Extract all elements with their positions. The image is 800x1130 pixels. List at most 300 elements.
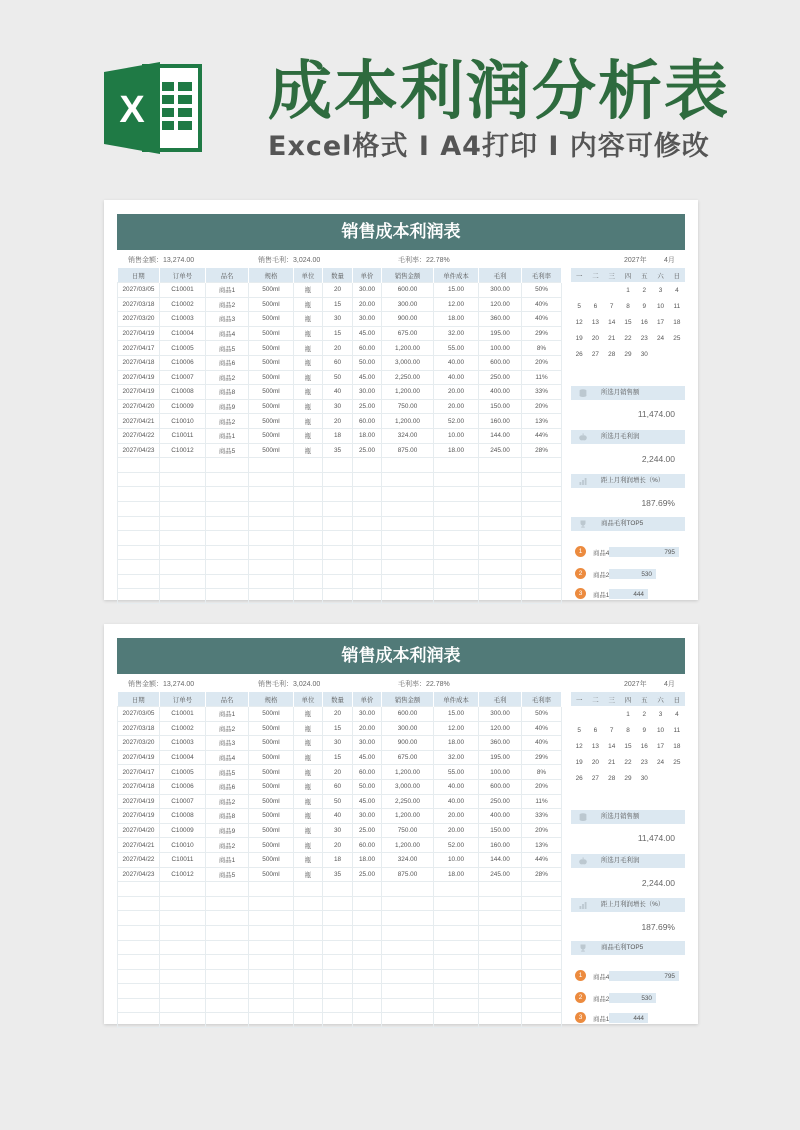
- table-cell: 500ml: [249, 385, 294, 400]
- calendar-day[interactable]: 2: [642, 710, 647, 718]
- table-cell: C10011: [160, 852, 206, 867]
- table-cell: 40: [323, 385, 353, 400]
- calendar-day[interactable]: 30: [640, 774, 648, 782]
- calendar-day[interactable]: 19: [575, 758, 583, 766]
- database-icon: [579, 389, 587, 397]
- column-header: 规格: [249, 692, 294, 707]
- calendar-day[interactable]: 10: [656, 726, 665, 734]
- table-cell: 20.00: [434, 399, 479, 414]
- calendar-day: [604, 282, 620, 298]
- calendar-day[interactable]: 17: [656, 318, 665, 326]
- summary-profit: 销售毛利：3,024.00: [258, 681, 321, 688]
- table-cell: [160, 516, 206, 531]
- column-header: 订单号: [160, 268, 206, 283]
- month-profit-value: 2,244.00: [641, 878, 675, 888]
- table-cell: 50: [323, 794, 353, 809]
- calendar-day[interactable]: 18: [673, 318, 681, 326]
- table-cell: 20: [323, 283, 353, 298]
- table-cell: [353, 487, 382, 502]
- table-cell: [522, 589, 562, 604]
- table-cell: [323, 1013, 353, 1028]
- table-cell: [118, 998, 160, 1013]
- table-cell: C10006: [160, 355, 206, 370]
- table-cell: 15.00: [434, 707, 479, 722]
- calendar-day[interactable]: 26: [575, 350, 583, 358]
- top5-item-value: 444: [633, 591, 644, 598]
- table-cell: [353, 531, 382, 546]
- calendar: [571, 692, 685, 786]
- table-cell: 12.00: [434, 297, 479, 312]
- calendar-day[interactable]: 12: [575, 742, 583, 750]
- calendar-month: 4月: [664, 681, 675, 688]
- table-cell: C10002: [160, 721, 206, 736]
- table-cell: 2027/03/05: [118, 283, 160, 298]
- calendar-day[interactable]: 16: [640, 318, 648, 326]
- table-cell: [206, 969, 249, 984]
- table-cell: 300.00: [479, 283, 522, 298]
- top5-item-name: 商品4: [593, 550, 610, 557]
- table-cell: [294, 531, 323, 546]
- calendar-day[interactable]: 10: [656, 302, 665, 310]
- table-cell: [382, 516, 434, 531]
- table-cell: [118, 882, 160, 897]
- table-cell: [382, 472, 434, 487]
- table-cell: C10008: [160, 385, 206, 400]
- top5-item-name: 商品2: [593, 572, 610, 579]
- calendar-week: [571, 346, 685, 362]
- table-cell: [160, 955, 206, 970]
- table-cell: 600.00: [479, 355, 522, 370]
- table-cell: [160, 531, 206, 546]
- table-cell: 300.00: [479, 707, 522, 722]
- table-cell: 500ml: [249, 283, 294, 298]
- calendar-day[interactable]: 27: [591, 350, 599, 358]
- calendar-day[interactable]: 17: [656, 742, 665, 750]
- table-cell: 245.00: [479, 867, 522, 882]
- chart-icon: [579, 477, 587, 485]
- table-cell: 18.00: [434, 736, 479, 751]
- calendar-day[interactable]: 7: [609, 726, 614, 734]
- table-row: [118, 341, 562, 356]
- calendar-day[interactable]: 14: [608, 742, 616, 750]
- table-cell: 18.00: [434, 312, 479, 327]
- table-cell: 2027/04/21: [118, 838, 160, 853]
- table-cell: [522, 969, 562, 984]
- table-cell: [353, 516, 382, 531]
- table-cell: 2027/04/19: [118, 809, 160, 824]
- table-cell: [522, 998, 562, 1013]
- calendar-week: [571, 770, 685, 786]
- calendar-day[interactable]: 8: [626, 302, 630, 310]
- calendar-day[interactable]: 5: [577, 726, 581, 734]
- table-cell: C10011: [160, 428, 206, 443]
- calendar-week: [571, 738, 685, 754]
- table-cell: [434, 1013, 479, 1028]
- month-profit-label: 所选月毛利润: [571, 430, 685, 444]
- table-cell: [353, 896, 382, 911]
- table-cell: [522, 925, 562, 940]
- calendar-day[interactable]: 13: [591, 318, 599, 326]
- table-cell: 瓶: [294, 385, 323, 400]
- calendar-day[interactable]: 15: [624, 318, 632, 326]
- top5-bar: [609, 589, 648, 599]
- table-cell: [353, 589, 382, 604]
- table-cell: 8%: [522, 765, 562, 780]
- table-cell: [249, 911, 294, 926]
- table-row: [118, 531, 562, 546]
- rank-badge: 2: [575, 992, 586, 1003]
- table-cell: [522, 472, 562, 487]
- table-cell: 900.00: [382, 312, 434, 327]
- table-cell: 瓶: [294, 779, 323, 794]
- calendar-day[interactable]: 4: [675, 286, 679, 294]
- table-cell: 33%: [522, 809, 562, 824]
- table-cell: 商品9: [206, 399, 249, 414]
- table-cell: 50.00: [353, 355, 382, 370]
- calendar-day[interactable]: 6: [593, 726, 598, 734]
- top5-item-name: 商品1: [593, 592, 610, 599]
- table-cell: 500ml: [249, 750, 294, 765]
- table-cell: 15: [323, 750, 353, 765]
- table-cell: [249, 896, 294, 911]
- chart-icon: [579, 901, 587, 909]
- table-cell: 250.00: [479, 370, 522, 385]
- table-cell: 500ml: [249, 736, 294, 751]
- table-cell: 400.00: [479, 385, 522, 400]
- table-cell: 10.00: [434, 428, 479, 443]
- table-cell: 瓶: [294, 341, 323, 356]
- table-cell: 360.00: [479, 736, 522, 751]
- table-cell: 35: [323, 443, 353, 458]
- table-cell: [249, 925, 294, 940]
- top5-item: [571, 567, 685, 581]
- column-header: 单价: [353, 692, 382, 707]
- table-cell: 30.00: [353, 707, 382, 722]
- column-header: 规格: [249, 268, 294, 283]
- table-cell: 40: [323, 809, 353, 824]
- table-cell: [479, 531, 522, 546]
- table-cell: 52.00: [434, 838, 479, 853]
- table-cell: [434, 896, 479, 911]
- table-cell: [382, 911, 434, 926]
- table-row: [118, 399, 562, 414]
- apple-icon: [579, 433, 587, 441]
- table-cell: [206, 955, 249, 970]
- table-cell: 60.00: [353, 414, 382, 429]
- table-cell: [382, 998, 434, 1013]
- table-cell: 29%: [522, 326, 562, 341]
- table-cell: [323, 984, 353, 999]
- calendar-day[interactable]: 22: [624, 758, 632, 766]
- table-cell: [522, 940, 562, 955]
- table-cell: 11%: [522, 794, 562, 809]
- calendar-day[interactable]: 25: [673, 334, 681, 342]
- calendar-day[interactable]: 28: [608, 774, 616, 782]
- table-cell: 245.00: [479, 443, 522, 458]
- month-sales-label: 所选月销售额: [571, 386, 685, 400]
- calendar-day: [587, 282, 603, 298]
- table-cell: [206, 896, 249, 911]
- table-cell: 瓶: [294, 707, 323, 722]
- table-cell: 500ml: [249, 399, 294, 414]
- column-header: 销售金额: [382, 268, 434, 283]
- table-cell: 600.00: [479, 779, 522, 794]
- table-row: [118, 370, 562, 385]
- table-cell: 瓶: [294, 852, 323, 867]
- month-sales-label: 所选月销售额: [571, 810, 685, 824]
- table-cell: 商品2: [206, 297, 249, 312]
- calendar-day[interactable]: 16: [640, 742, 648, 750]
- calendar-day[interactable]: 19: [575, 334, 583, 342]
- table-cell: [118, 458, 160, 473]
- table-cell: [206, 589, 249, 604]
- calendar-day[interactable]: 23: [640, 334, 648, 342]
- table-cell: [353, 472, 382, 487]
- table-cell: 675.00: [382, 326, 434, 341]
- calendar-day[interactable]: 25: [673, 758, 681, 766]
- table-cell: [294, 472, 323, 487]
- table-cell: [206, 911, 249, 926]
- table-cell: 144.00: [479, 852, 522, 867]
- table-cell: 2027/04/22: [118, 852, 160, 867]
- logo-letter: X: [119, 89, 145, 131]
- calendar-day[interactable]: 4: [675, 710, 679, 718]
- table-cell: 500ml: [249, 823, 294, 838]
- table-row: [118, 838, 562, 853]
- calendar-day[interactable]: 20: [591, 758, 599, 766]
- table-cell: [479, 1013, 522, 1028]
- table-cell: [118, 560, 160, 575]
- table-cell: [353, 501, 382, 516]
- calendar-day[interactable]: 1: [626, 286, 630, 294]
- table-cell: 18.00: [434, 867, 479, 882]
- table-cell: 瓶: [294, 428, 323, 443]
- calendar-weekday: 四: [620, 692, 636, 706]
- table-cell: C10003: [160, 312, 206, 327]
- growth-label: 距上月利润增长（%）: [571, 474, 685, 488]
- calendar-day[interactable]: 2: [642, 286, 647, 294]
- table-row: [118, 385, 562, 400]
- calendar-week: [571, 706, 685, 722]
- table-cell: [206, 560, 249, 575]
- calendar-day: [652, 770, 668, 786]
- table-cell: [434, 531, 479, 546]
- table-cell: 120.00: [479, 721, 522, 736]
- table-cell: 100.00: [479, 765, 522, 780]
- calendar-weekday: 五: [636, 268, 652, 282]
- table-cell: [160, 487, 206, 502]
- table-cell: 15.00: [434, 283, 479, 298]
- calendar-day[interactable]: 1: [626, 710, 630, 718]
- calendar-day[interactable]: 11: [673, 302, 681, 310]
- calendar-day[interactable]: 29: [624, 774, 632, 782]
- column-header: 单价: [353, 268, 382, 283]
- table-cell: 25.00: [353, 823, 382, 838]
- table-cell: [434, 955, 479, 970]
- table-cell: 20.00: [353, 297, 382, 312]
- table-cell: C10003: [160, 736, 206, 751]
- table-cell: 40.00: [434, 794, 479, 809]
- calendar-day[interactable]: 6: [593, 302, 598, 310]
- table-cell: 15: [323, 297, 353, 312]
- calendar-day: [571, 282, 587, 298]
- table-cell: 30.00: [353, 283, 382, 298]
- calendar-day[interactable]: 24: [656, 334, 665, 342]
- table-cell: 30: [323, 736, 353, 751]
- table-cell: 商品6: [206, 779, 249, 794]
- table-cell: [160, 560, 206, 575]
- table-cell: 2027/04/19: [118, 794, 160, 809]
- table-row: [118, 545, 562, 560]
- table-cell: [249, 882, 294, 897]
- table-cell: [206, 882, 249, 897]
- column-header: 毛利: [479, 692, 522, 707]
- table-cell: 500ml: [249, 312, 294, 327]
- table-cell: C10007: [160, 370, 206, 385]
- table-row: [118, 969, 562, 984]
- table-cell: [323, 487, 353, 502]
- table-cell: [479, 940, 522, 955]
- table-cell: 20.00: [434, 385, 479, 400]
- calendar-day[interactable]: 29: [624, 350, 632, 358]
- table-cell: 1,200.00: [382, 414, 434, 429]
- calendar-day[interactable]: 23: [640, 758, 648, 766]
- table-cell: [160, 501, 206, 516]
- table-row: [118, 574, 562, 589]
- table-cell: 40.00: [434, 370, 479, 385]
- calendar-year: 2027年: [624, 681, 647, 688]
- calendar-day[interactable]: 22: [624, 334, 632, 342]
- calendar-day[interactable]: 9: [642, 302, 647, 310]
- top5-item-value: 795: [664, 973, 675, 980]
- table-cell: [294, 501, 323, 516]
- calendar-day[interactable]: 3: [658, 286, 663, 294]
- table-cell: 120.00: [479, 297, 522, 312]
- calendar-weekday: 一: [571, 692, 587, 706]
- table-cell: 32.00: [434, 326, 479, 341]
- table-cell: 瓶: [294, 326, 323, 341]
- table-cell: 500ml: [249, 414, 294, 429]
- table-cell: C10001: [160, 707, 206, 722]
- table-cell: [160, 998, 206, 1013]
- table-cell: [434, 882, 479, 897]
- calendar-day[interactable]: 14: [608, 318, 616, 326]
- calendar-day[interactable]: 12: [575, 318, 583, 326]
- table-cell: [434, 969, 479, 984]
- table-cell: 3,000.00: [382, 779, 434, 794]
- table-cell: [294, 955, 323, 970]
- calendar-day: [571, 706, 587, 722]
- table-cell: 2027/04/18: [118, 779, 160, 794]
- table-cell: 150.00: [479, 823, 522, 838]
- table-cell: 商品2: [206, 370, 249, 385]
- table-row: [118, 867, 562, 882]
- table-row: [118, 1013, 562, 1028]
- calendar-day[interactable]: 3: [658, 710, 663, 718]
- table-cell: 20: [323, 341, 353, 356]
- table-cell: 300.00: [382, 721, 434, 736]
- table-row: [118, 736, 562, 751]
- calendar-day[interactable]: 8: [626, 726, 630, 734]
- table-cell: [382, 458, 434, 473]
- sheet-title: 销售成本利润表: [117, 638, 685, 674]
- calendar-day[interactable]: 13: [591, 742, 599, 750]
- table-cell: [382, 487, 434, 502]
- calendar-day: [604, 706, 620, 722]
- table-cell: [294, 882, 323, 897]
- calendar-day[interactable]: 20: [591, 334, 599, 342]
- top5-item: [571, 991, 685, 1005]
- table-cell: [479, 969, 522, 984]
- table-cell: 750.00: [382, 399, 434, 414]
- table-cell: 324.00: [382, 428, 434, 443]
- table-cell: [479, 501, 522, 516]
- calendar-day[interactable]: 30: [640, 350, 648, 358]
- calendar-day[interactable]: 24: [656, 758, 665, 766]
- calendar-day[interactable]: 26: [575, 774, 583, 782]
- table-cell: [206, 516, 249, 531]
- table-row: [118, 355, 562, 370]
- table-cell: [249, 1013, 294, 1028]
- table-row: [118, 472, 562, 487]
- table-cell: 瓶: [294, 414, 323, 429]
- table-cell: 400.00: [479, 809, 522, 824]
- table-cell: [434, 487, 479, 502]
- calendar-day[interactable]: 21: [608, 334, 616, 342]
- table-cell: 商品9: [206, 823, 249, 838]
- trophy-icon: [579, 944, 587, 952]
- calendar-day[interactable]: 7: [609, 302, 614, 310]
- table-cell: 55.00: [434, 765, 479, 780]
- calendar-week: [571, 298, 685, 314]
- table-cell: [160, 896, 206, 911]
- table-cell: [434, 984, 479, 999]
- table-cell: [294, 589, 323, 604]
- table-cell: C10012: [160, 443, 206, 458]
- table-cell: 商品5: [206, 867, 249, 882]
- calendar-day[interactable]: 21: [608, 758, 616, 766]
- calendar-weekday: 三: [604, 692, 620, 706]
- table-row: [118, 428, 562, 443]
- table-cell: [479, 589, 522, 604]
- table-cell: 60: [323, 355, 353, 370]
- calendar-day[interactable]: 18: [673, 742, 681, 750]
- table-row: [118, 297, 562, 312]
- calendar-weekday: 五: [636, 692, 652, 706]
- top5-item-name: 商品4: [593, 974, 610, 981]
- table-cell: [434, 911, 479, 926]
- table-cell: [353, 998, 382, 1013]
- table-cell: [294, 574, 323, 589]
- table-cell: 20.00: [434, 809, 479, 824]
- calendar-day[interactable]: 28: [608, 350, 616, 358]
- calendar-day[interactable]: 11: [673, 726, 681, 734]
- calendar-month: 4月: [664, 257, 675, 264]
- table-cell: 20.00: [353, 721, 382, 736]
- calendar-day[interactable]: 5: [577, 302, 581, 310]
- table-cell: [249, 545, 294, 560]
- table-cell: 瓶: [294, 370, 323, 385]
- table-row: [118, 312, 562, 327]
- table-cell: [434, 501, 479, 516]
- calendar-day[interactable]: 9: [642, 726, 647, 734]
- calendar-day[interactable]: 15: [624, 742, 632, 750]
- database-icon: [579, 813, 587, 821]
- calendar-day[interactable]: 27: [591, 774, 599, 782]
- table-cell: [522, 531, 562, 546]
- table-row: [118, 765, 562, 780]
- column-header: 单位: [294, 268, 323, 283]
